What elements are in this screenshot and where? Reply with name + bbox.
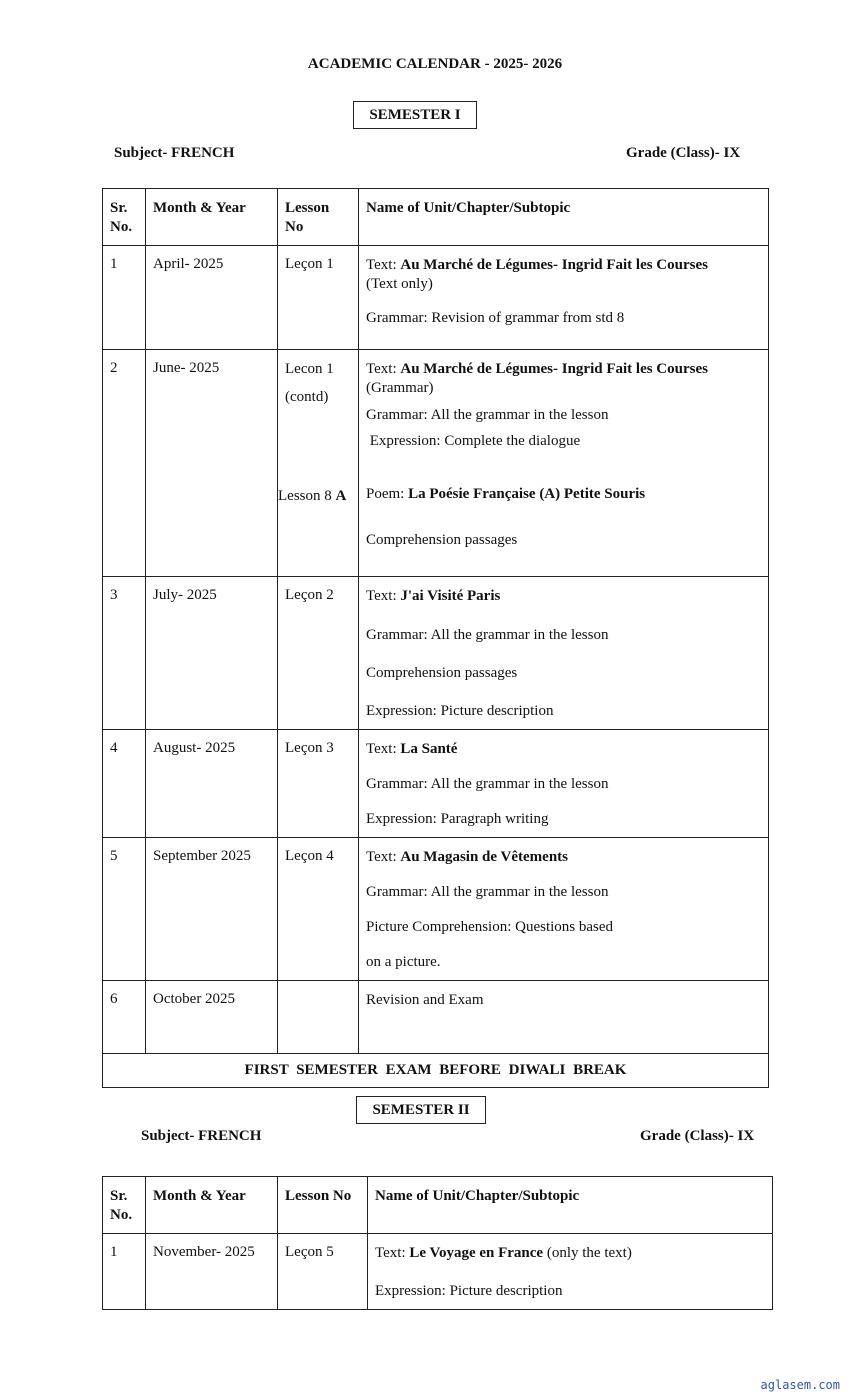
- sr-cell: 2: [103, 350, 146, 577]
- table-row: [103, 577, 769, 730]
- topic-cell: [359, 577, 769, 730]
- topic-cell: [359, 838, 769, 981]
- topic-cell: [359, 350, 769, 577]
- subject-label-1: Subject- FRENCH: [114, 145, 235, 161]
- table-row: [103, 730, 769, 838]
- text-title: La Santé: [400, 741, 458, 757]
- sr-cell: 1: [103, 246, 146, 350]
- table-row: [103, 838, 769, 981]
- text-line: [366, 848, 761, 867]
- header-sr: Sr. No.: [103, 1177, 146, 1234]
- comprehension-line: Comprehension passages: [366, 532, 518, 548]
- month-cell: November- 2025: [146, 1234, 278, 1310]
- text-title: Le Voyage en France: [409, 1245, 544, 1261]
- semester-exam-note: FIRST SEMESTER EXAM BEFORE DIWALI BREAK: [103, 1054, 769, 1088]
- table-header-row: [103, 1177, 773, 1234]
- lesson-cell: Leçon 3: [278, 730, 359, 838]
- text-note: (Grammar): [366, 380, 434, 396]
- text-title: Au Marché de Légumes- Ingrid Fait les Courses: [400, 361, 708, 377]
- month-cell: August- 2025: [146, 730, 278, 838]
- table-row: [103, 1234, 773, 1310]
- month-cell: June- 2025: [146, 350, 278, 577]
- poem-title: La Poésie Française (A) Petite Souris: [408, 486, 646, 502]
- lesson-cell: Leçon 4: [278, 838, 359, 981]
- semester-1-label: SEMESTER I: [353, 101, 477, 129]
- lesson-a: Lecon 1: [285, 361, 334, 377]
- table-row: [103, 350, 769, 577]
- grade-label-1: Grade (Class)- IX: [626, 145, 741, 161]
- sr-cell: 4: [103, 730, 146, 838]
- sr-cell: 5: [103, 838, 146, 981]
- text-line: [366, 256, 761, 275]
- header-name: Name of Unit/Chapter/Subtopic: [359, 189, 769, 246]
- grammar-line: Grammar: Revision of grammar from std 8: [366, 310, 625, 326]
- watermark: aglasem.com: [760, 1378, 840, 1392]
- sr-cell: 1: [103, 1234, 146, 1310]
- semester-1-table: [102, 188, 769, 1088]
- grammar-line: Grammar: All the grammar in the lesson: [366, 627, 609, 643]
- text-line: [366, 740, 761, 759]
- text-title: Au Magasin de Vêtements: [400, 849, 568, 865]
- lesson-b: (contd): [285, 389, 329, 405]
- grammar-line: Grammar: All the grammar in the lesson: [366, 776, 609, 792]
- month-cell: September 2025: [146, 838, 278, 981]
- poem-line: [366, 485, 761, 504]
- text-prefix: Text:: [375, 1245, 410, 1261]
- revision-line: Revision and Exam: [366, 992, 484, 1008]
- lesson-cell: [278, 350, 359, 577]
- expression-line: Expression: Paragraph writing: [366, 811, 549, 827]
- header-name: Name of Unit/Chapter/Subtopic: [368, 1177, 773, 1234]
- header-month: Month & Year: [146, 189, 278, 246]
- lesson-c-bold: A: [335, 488, 347, 504]
- picture-comprehension-line-2: on a picture.: [366, 954, 441, 970]
- sr-cell: 6: [103, 981, 146, 1054]
- semester-2-table: [102, 1176, 773, 1310]
- sr-cell: 3: [103, 577, 146, 730]
- header-month: Month & Year: [146, 1177, 278, 1234]
- month-cell: July- 2025: [146, 577, 278, 730]
- poem-prefix: Poem:: [366, 486, 409, 502]
- comprehension-line: Comprehension passages: [366, 665, 518, 681]
- text-prefix: Text:: [366, 257, 401, 273]
- text-title: J'ai Visité Paris: [400, 588, 501, 604]
- picture-comprehension-line: Picture Comprehension: Questions based: [366, 919, 614, 935]
- topic-cell: [359, 730, 769, 838]
- header-sr: Sr. No.: [103, 189, 146, 246]
- table-header-row: [103, 189, 769, 246]
- semester-2-label: SEMESTER II: [356, 1096, 486, 1124]
- subject-label-2: Subject- FRENCH: [141, 1128, 262, 1144]
- lesson-cell: Leçon 5: [278, 1234, 368, 1310]
- header-lesson: Lesson No: [278, 1177, 368, 1234]
- grammar-line: Grammar: All the grammar in the lesson: [366, 884, 609, 900]
- grade-label-2: Grade (Class)- IX: [640, 1128, 755, 1144]
- header-lesson: Lesson No: [278, 189, 359, 246]
- text-line: [366, 360, 761, 379]
- topic-cell: [359, 246, 769, 350]
- expression-line: Expression: Complete the dialogue: [366, 433, 581, 449]
- expression-line: Expression: Picture description: [375, 1283, 563, 1299]
- text-prefix: Text:: [366, 741, 401, 757]
- lesson-c: [278, 487, 358, 506]
- text-note: (only the text): [543, 1245, 632, 1261]
- table-row: [103, 981, 769, 1054]
- lesson-c-text: Lesson 8: [278, 488, 336, 504]
- table-row: [103, 246, 769, 350]
- lesson-cell: [278, 981, 359, 1054]
- month-cell: April- 2025: [146, 246, 278, 350]
- text-title: Au Marché de Légumes- Ingrid Fait les Courses: [400, 257, 708, 273]
- month-cell: October 2025: [146, 981, 278, 1054]
- topic-cell: [368, 1234, 773, 1310]
- topic-cell: [359, 981, 769, 1054]
- calendar-title: ACADEMIC CALENDAR - 2025- 2026: [307, 56, 563, 72]
- text-line: [366, 587, 761, 606]
- text-prefix: Text:: [366, 361, 401, 377]
- grammar-line: Grammar: All the grammar in the lesson: [366, 407, 609, 423]
- text-prefix: Text:: [366, 588, 401, 604]
- text-prefix: Text:: [366, 849, 401, 865]
- text-note: (Text only): [366, 276, 433, 292]
- text-line: [375, 1244, 765, 1263]
- expression-line: Expression: Picture description: [366, 703, 554, 719]
- lesson-cell: Leçon 2: [278, 577, 359, 730]
- table-footer-row: [103, 1054, 769, 1088]
- lesson-cell: Leçon 1: [278, 246, 359, 350]
